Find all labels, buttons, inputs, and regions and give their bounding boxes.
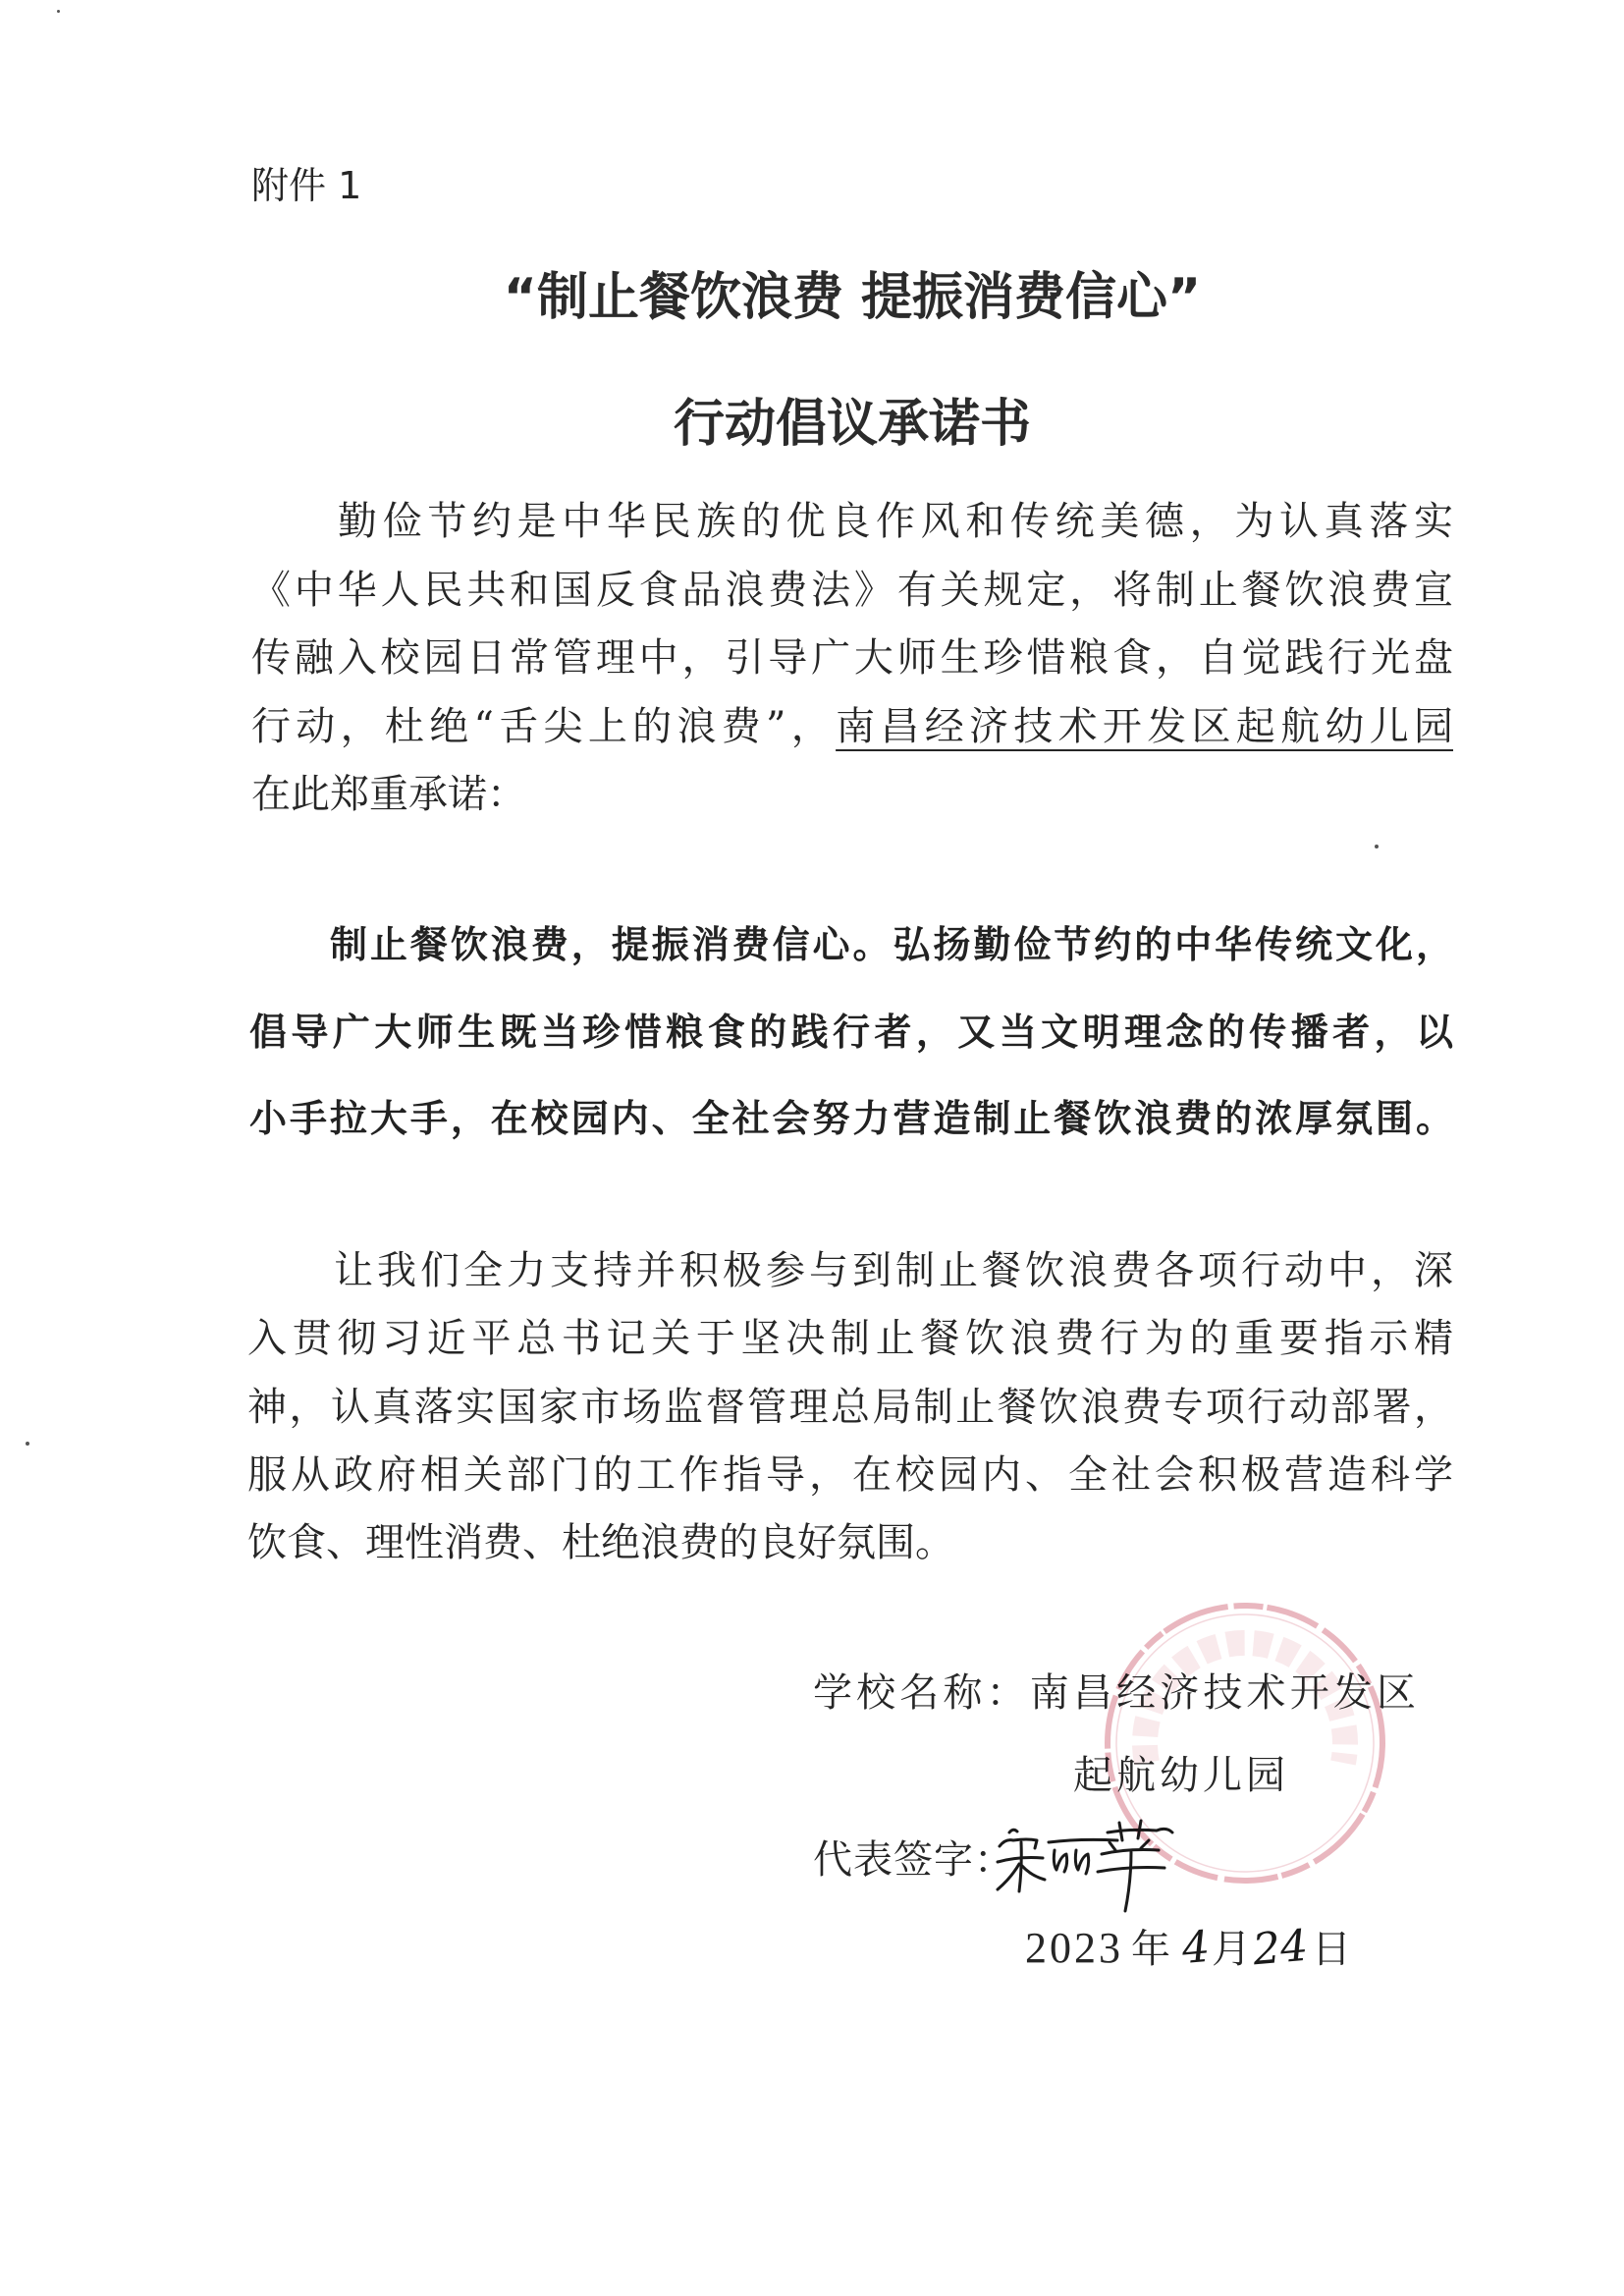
scan-speck	[26, 1442, 29, 1446]
action-paragraph	[247, 1237, 1453, 1577]
signature-stroke	[1054, 1850, 1066, 1872]
intro-line: 传融入校园日常管理中，引导广大师生珍惜粮食，自觉践行光盘	[251, 635, 1453, 681]
signature-stroke	[1000, 1839, 1037, 1848]
school-name-value-continued: 起航幼儿园	[1073, 1753, 1285, 1798]
action-line: 服从政府相关部门的工作指导，在校园内、全社会积极营造科学	[247, 1451, 1453, 1498]
attachment-label: 附件 1	[251, 164, 362, 207]
document-subtitle: 行动倡议承诺书	[673, 395, 1031, 454]
school-name-value: 南昌经济技术开发区	[1029, 1670, 1417, 1716]
intro-line: 勤俭节约是中华民族的优良作风和传统美德，为认真落实	[338, 499, 1453, 544]
signature-stroke	[1075, 1850, 1088, 1874]
date-year-unit: 年	[1131, 1927, 1170, 1972]
scan-speck	[57, 10, 60, 13]
commitment-line: 制止餐饮浪费，提振消费信心。弘扬勤俭节约的中华传统文化，	[330, 923, 1453, 966]
signature-stroke	[998, 1864, 1019, 1889]
commitment-line: 小手拉大手，在校园内、全社会努力营造制止餐饮浪费的浓厚氛围。	[249, 1097, 1453, 1140]
intro-line: 《中华人民共和国反食品浪费法》有关规定，将制止餐饮浪费宣	[251, 567, 1453, 613]
action-line: 让我们全力支持并积极参与到制止餐饮浪费各项行动中，深	[334, 1248, 1453, 1293]
signing-date	[1025, 1919, 1351, 1978]
date-year: 2023	[1025, 1924, 1123, 1972]
action-line: 入贯彻习近平总书记关于坚决制止餐饮浪费行为的重要指示精	[247, 1316, 1453, 1362]
commitment-paragraph	[249, 902, 1453, 1163]
date-month-handwritten: 4	[1179, 1921, 1213, 1975]
document-title: “制止餐饮浪费 提振消费信心”	[503, 268, 1202, 327]
scan-speck	[1375, 845, 1379, 848]
signature-stroke	[1022, 1866, 1045, 1880]
school-name-label: 学校名称：	[813, 1670, 1030, 1716]
action-line: 饮食、理性消费、杜绝浪费的良好氛围。	[247, 1520, 954, 1566]
commitment-line: 倡导广大师生既当珍惜粮食的践行者，又当文明理念的传播者，以	[249, 1010, 1453, 1054]
representative-signature-label: 代表签字：	[813, 1837, 1013, 1883]
date-day-handwritten: 24	[1250, 1920, 1311, 1976]
intro-line-lead: 行动，杜绝“舌尖上的浪费”，	[251, 703, 837, 749]
action-line: 神，认真落实国家市场监督管理总局制止餐饮浪费专项行动部署，	[247, 1384, 1453, 1430]
school-name-underlined: 南昌经济技术开发区起航幼儿园	[836, 703, 1454, 749]
intro-line: 在此郑重承诺：	[251, 772, 526, 817]
date-day-unit: 日	[1312, 1927, 1351, 1972]
seal-arc-band	[1145, 1643, 1345, 1763]
signature-stroke	[1009, 1830, 1017, 1832]
red-circular-seal-icon	[1098, 1596, 1392, 1890]
date-month-unit: 月	[1212, 1927, 1251, 1972]
intro-line-with-school	[251, 693, 1453, 762]
intro-paragraph	[251, 488, 1453, 830]
